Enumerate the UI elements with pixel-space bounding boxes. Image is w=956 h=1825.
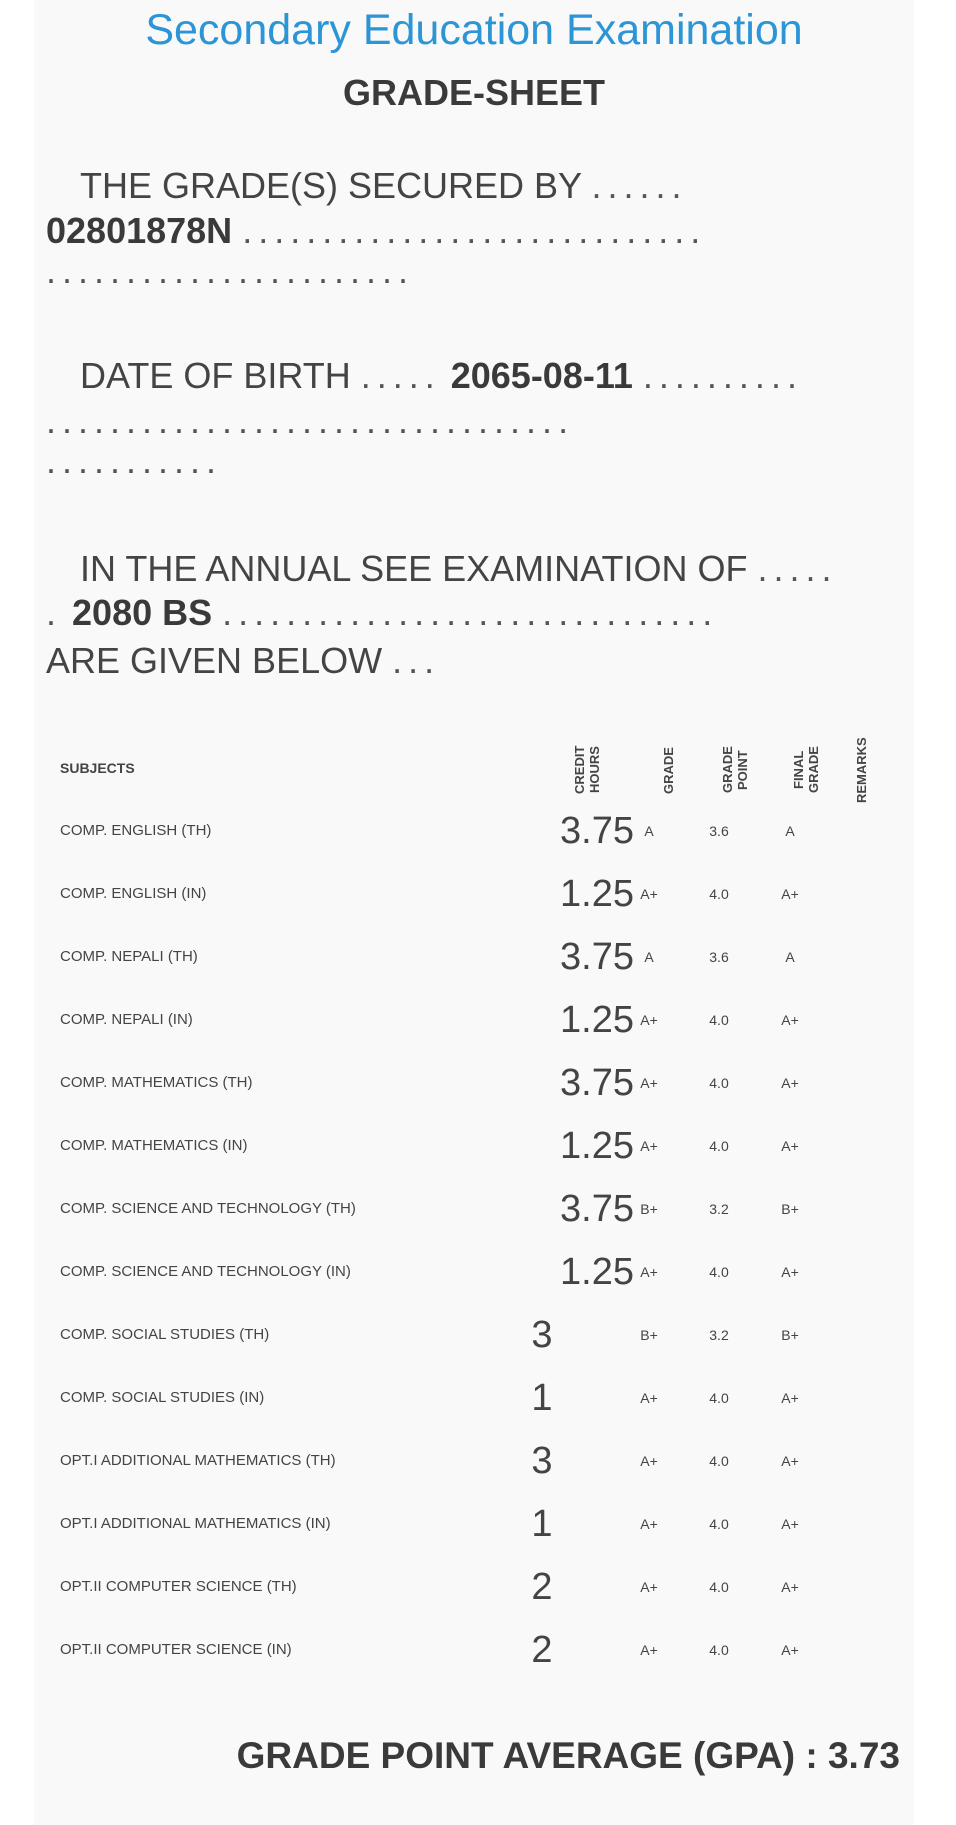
final-grade-cell: A+ <box>781 1138 799 1154</box>
grade-point-cell: 4.0 <box>709 1264 729 1280</box>
dob-line <box>80 355 803 397</box>
header-grade-point: GRADE POINT <box>720 746 750 794</box>
grade-point-cell: 4.0 <box>709 1516 729 1532</box>
dot-leader: ....................... <box>46 250 415 291</box>
grade-cell: A+ <box>640 1642 658 1658</box>
dot-leader: ... <box>392 640 441 681</box>
subject-cell: COMP. ENGLISH (TH) <box>60 822 212 839</box>
final-grade-cell: A+ <box>781 1075 799 1091</box>
final-grade-cell: A+ <box>781 1516 799 1532</box>
grade-point-cell: 3.6 <box>709 823 729 839</box>
final-grade-cell: A+ <box>781 1453 799 1469</box>
subject-cell: COMP. SCIENCE AND TECHNOLOGY (IN) <box>60 1263 351 1280</box>
subject-cell: COMP. SOCIAL STUDIES (TH) <box>60 1326 270 1343</box>
given-below-line <box>46 640 440 682</box>
table-row <box>34 1367 914 1429</box>
grade-point-cell: 4.0 <box>709 1390 729 1406</box>
grade-point-cell: 4.0 <box>709 1453 729 1469</box>
final-grade-cell: A+ <box>781 1012 799 1028</box>
table-row <box>34 1178 914 1240</box>
grade-point-cell: 4.0 <box>709 886 729 902</box>
final-grade-cell: A+ <box>781 1264 799 1280</box>
gpa-value: 3.73 <box>827 1735 900 1776</box>
grade-cell: B+ <box>640 1201 658 1217</box>
secured-by-label: THE GRADE(S) SECURED BY <box>80 165 582 206</box>
dot-line <box>46 250 414 292</box>
dot-leader: ........... <box>46 440 223 481</box>
subject-cell: COMP. MATHEMATICS (TH) <box>60 1074 253 1091</box>
grade-point-cell: 4.0 <box>709 1012 729 1028</box>
dot-line <box>46 440 222 482</box>
credit-hours-cell: 3.75 <box>560 1188 634 1230</box>
table-row <box>34 1241 914 1303</box>
dot-leader: ............................... <box>222 592 719 633</box>
exam-title: Secondary Education Examination <box>145 6 803 54</box>
table-row <box>34 1430 914 1492</box>
final-grade-cell: B+ <box>781 1201 799 1217</box>
grade-point-cell: 4.0 <box>709 1579 729 1595</box>
subject-cell: COMP. ENGLISH (IN) <box>60 885 207 902</box>
table-row <box>34 1619 914 1681</box>
grade-cell: A+ <box>640 1012 658 1028</box>
credit-hours-cell: 3.75 <box>560 1062 634 1104</box>
exam-year: 2080 BS <box>72 592 213 633</box>
header-grade: GRADE <box>661 747 676 795</box>
grade-point-cell: 4.0 <box>709 1138 729 1154</box>
credit-hours-cell: 1.25 <box>560 1251 634 1293</box>
header-final-grade: FINAL GRADE <box>791 746 821 794</box>
subject-cell: COMP. SCIENCE AND TECHNOLOGY (TH) <box>60 1200 356 1217</box>
grade-cell: A <box>644 949 654 965</box>
dot-leader: ................................. <box>46 400 575 441</box>
grade-sheet <box>34 0 914 1825</box>
grade-point-cell: 4.0 <box>709 1075 729 1091</box>
table-row <box>34 1556 914 1618</box>
grade-point-cell: 3.2 <box>709 1201 729 1217</box>
secured-by-line <box>80 165 687 207</box>
subject-cell: OPT.II COMPUTER SCIENCE (IN) <box>60 1641 292 1658</box>
subject-cell: COMP. SOCIAL STUDIES (IN) <box>60 1389 265 1406</box>
grade-cell: A+ <box>640 886 658 902</box>
dot-leader: ..... <box>360 355 441 396</box>
grade-point-cell: 3.6 <box>709 949 729 965</box>
header-credit-hours: CREDIT HOURS <box>572 745 602 795</box>
subject-cell: OPT.I ADDITIONAL MATHEMATICS (TH) <box>60 1452 336 1469</box>
dot-leader: ...... <box>591 165 688 206</box>
final-grade-cell: A <box>785 949 795 965</box>
final-grade-cell: A+ <box>781 1642 799 1658</box>
credit-hours-cell: 1.25 <box>560 1125 634 1167</box>
final-grade-cell: B+ <box>781 1327 799 1343</box>
credit-hours-cell: 3.75 <box>560 936 634 978</box>
final-grade-cell: A+ <box>781 1579 799 1595</box>
grade-point-cell: 3.2 <box>709 1327 729 1343</box>
gpa-label: GRADE POINT AVERAGE (GPA) : <box>236 1735 818 1776</box>
final-grade-cell: A+ <box>781 886 799 902</box>
subject-cell: OPT.II COMPUTER SCIENCE (TH) <box>60 1578 297 1595</box>
subject-cell: COMP. NEPALI (IN) <box>60 1011 193 1028</box>
dob-label: DATE OF BIRTH <box>80 355 351 396</box>
credit-hours-cell: 3.75 <box>560 810 634 852</box>
exam-label: IN THE ANNUAL SEE EXAMINATION OF <box>80 548 748 589</box>
header-subjects: SUBJECTS <box>60 760 135 776</box>
dot-line <box>46 400 574 442</box>
credit-hours-cell: 1 <box>531 1503 553 1545</box>
subject-cell: OPT.I ADDITIONAL MATHEMATICS (IN) <box>60 1515 331 1532</box>
grade-cell: A+ <box>640 1453 658 1469</box>
credit-hours-cell: 3 <box>531 1440 553 1482</box>
symbol-number: 02801878N <box>46 210 233 251</box>
exam-line <box>80 548 838 590</box>
grade-cell: A+ <box>640 1264 658 1280</box>
credit-hours-cell: 2 <box>531 1629 553 1671</box>
final-grade-cell: A <box>785 823 795 839</box>
credit-hours-cell: 1.25 <box>560 999 634 1041</box>
header-remarks: REMARKS <box>854 737 869 803</box>
grade-cell: A+ <box>640 1579 658 1595</box>
dot-leader: .......... <box>642 355 803 396</box>
table-row <box>34 800 914 862</box>
credit-hours-cell: 3 <box>531 1314 553 1356</box>
final-grade-cell: A+ <box>781 1390 799 1406</box>
dob-value: 2065-08-11 <box>450 355 633 396</box>
credit-hours-cell: 2 <box>531 1566 553 1608</box>
gpa-summary <box>237 1735 900 1777</box>
given-below-text: ARE GIVEN BELOW <box>46 640 383 681</box>
table-row <box>34 926 914 988</box>
table-row <box>34 1304 914 1366</box>
credit-hours-cell: 1 <box>531 1377 553 1419</box>
subject-cell: COMP. MATHEMATICS (IN) <box>60 1137 248 1154</box>
table-row <box>34 863 914 925</box>
sheet-subtitle: GRADE-SHEET <box>342 72 606 113</box>
exam-year-line <box>46 592 718 634</box>
grade-cell: A+ <box>640 1075 658 1091</box>
credit-hours-cell: 1.25 <box>560 873 634 915</box>
grade-cell: A+ <box>640 1390 658 1406</box>
symbol-line <box>46 210 706 252</box>
grade-point-cell: 4.0 <box>709 1642 729 1658</box>
dot-leader: ............................. <box>242 210 707 251</box>
table-row <box>34 1052 914 1114</box>
grade-cell: A+ <box>640 1138 658 1154</box>
grade-cell: B+ <box>640 1327 658 1343</box>
dot-leader: . <box>46 592 63 633</box>
table-row <box>34 989 914 1051</box>
dot-leader: ..... <box>757 548 838 589</box>
table-row <box>34 1115 914 1177</box>
subject-cell: COMP. NEPALI (TH) <box>60 948 198 965</box>
grade-cell: A+ <box>640 1516 658 1532</box>
table-row <box>34 1493 914 1555</box>
grade-cell: A <box>644 823 654 839</box>
